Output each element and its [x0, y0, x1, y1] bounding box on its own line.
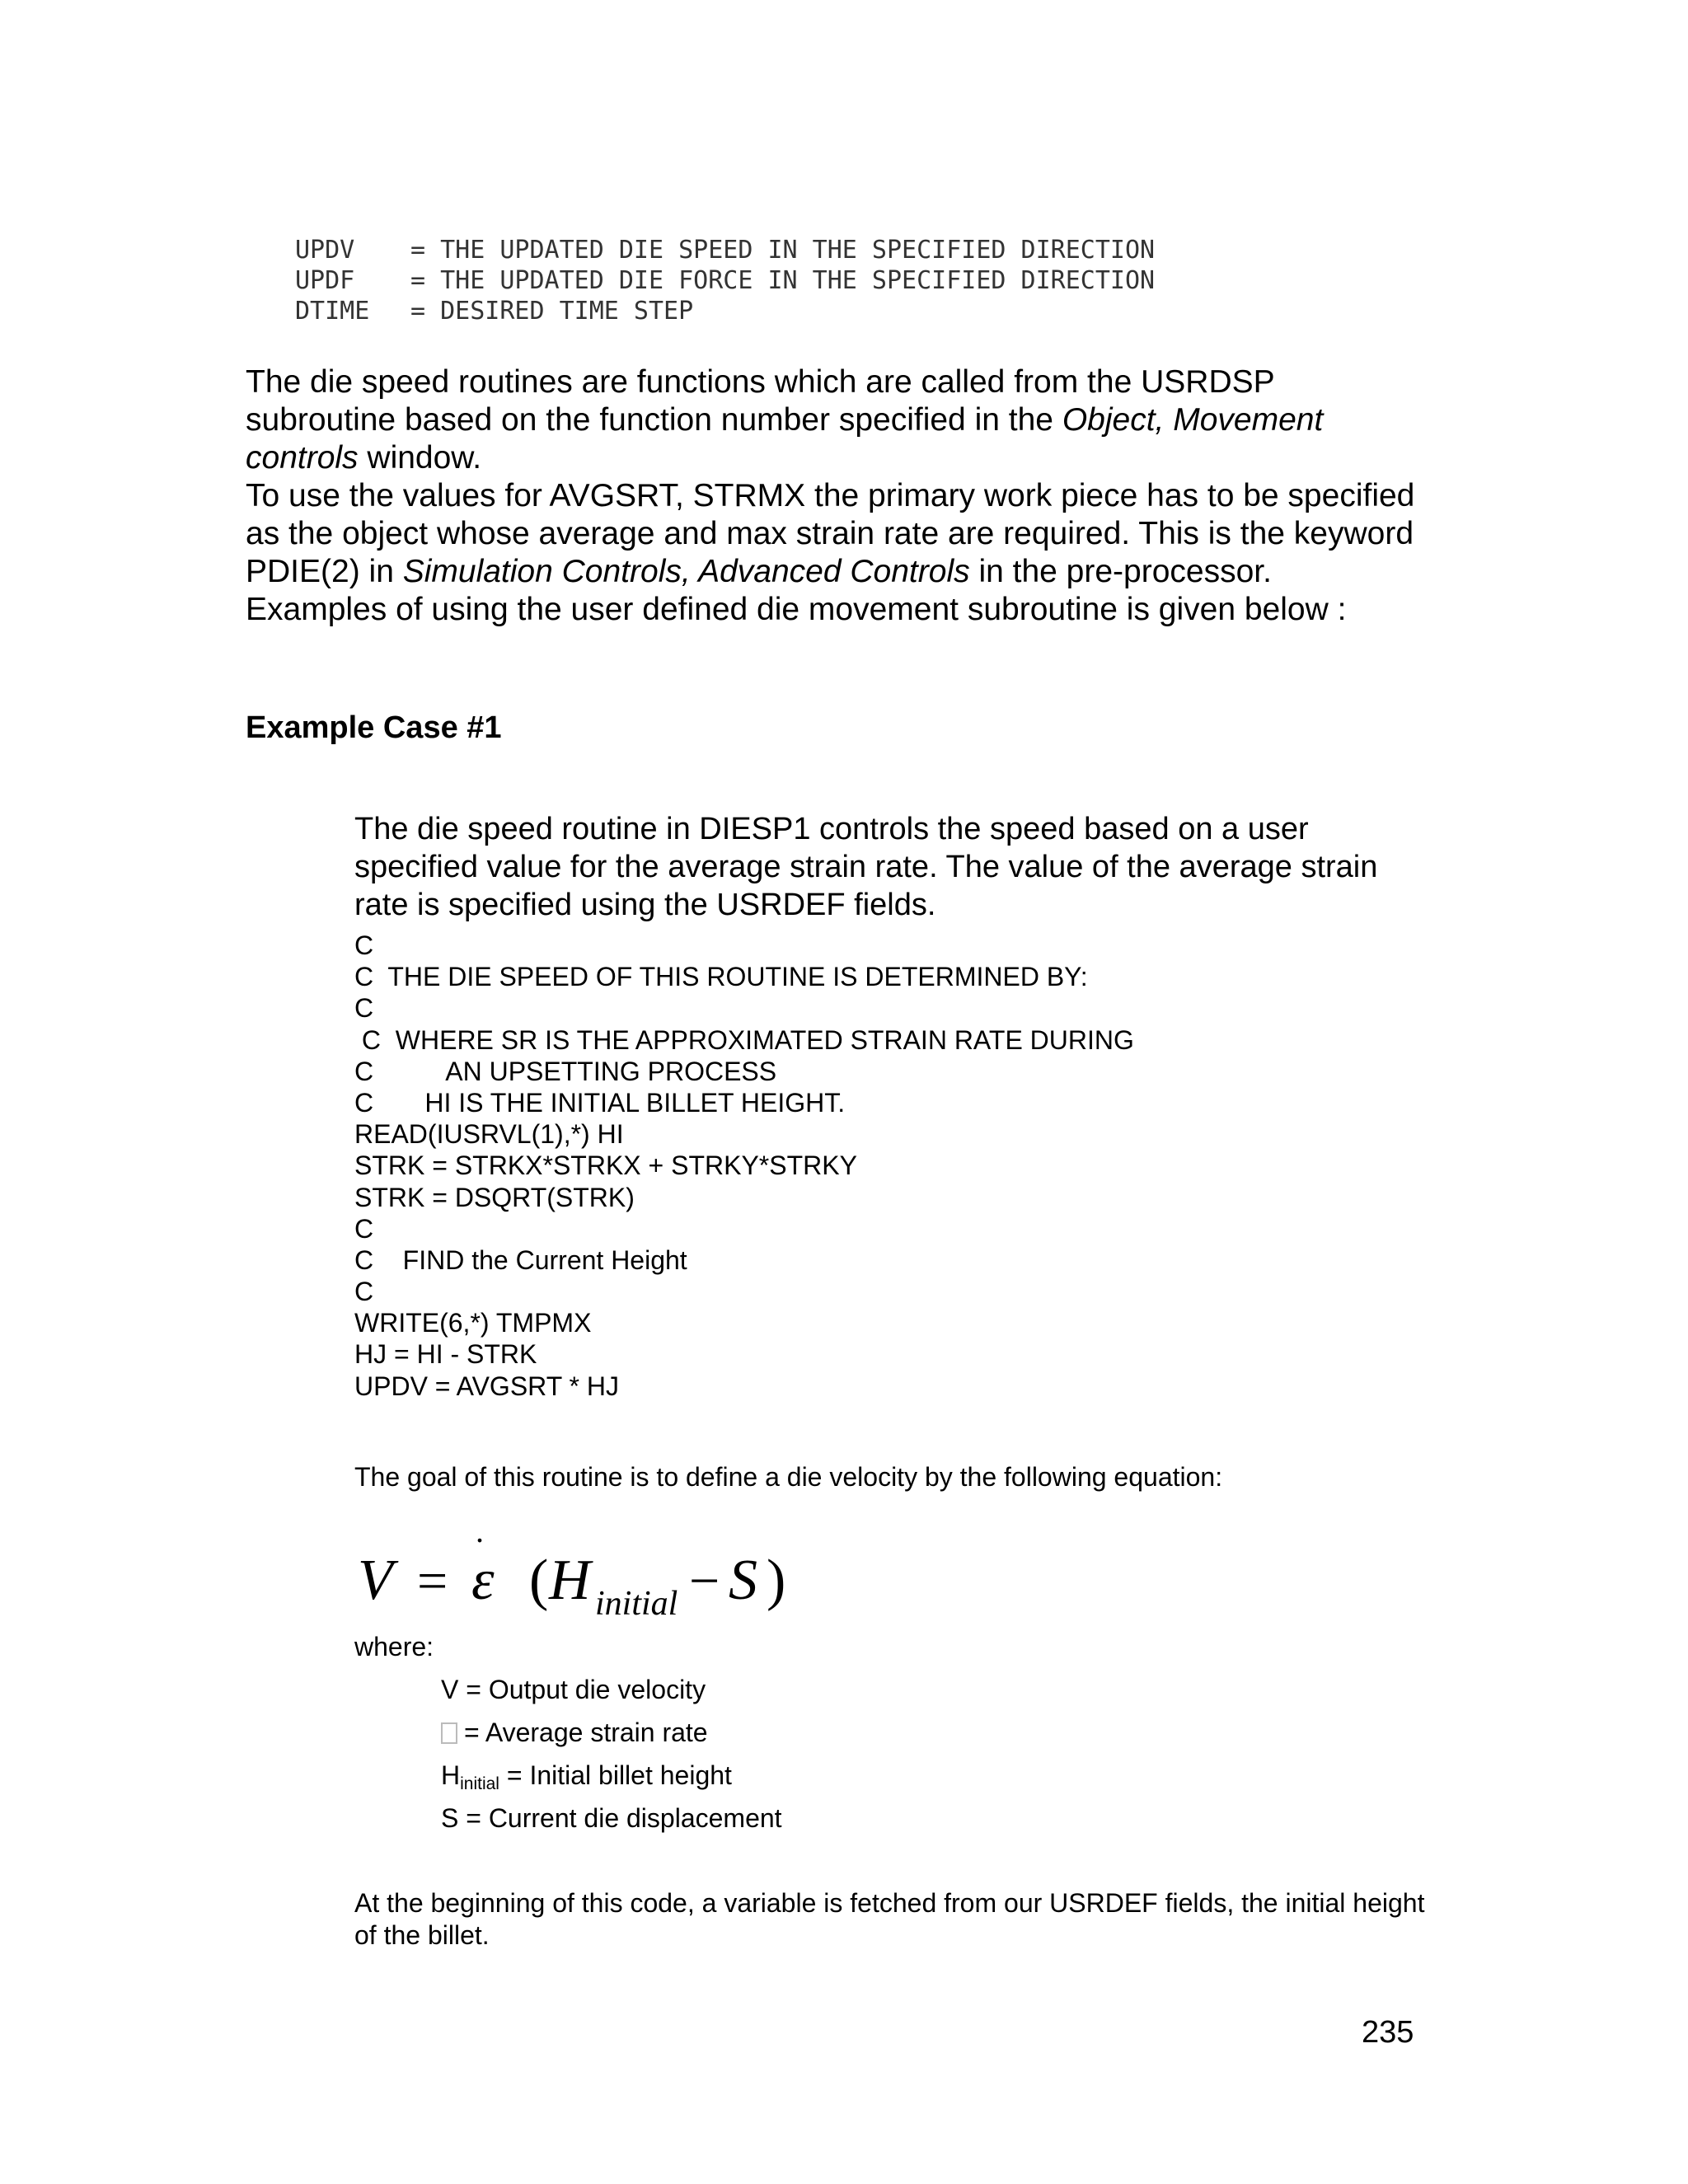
equation-dot: .	[476, 1529, 484, 1549]
closing-paragraph: At the beginning of this code, a variable is fetched from our USRDEF fields, the initial height of the billet.	[354, 1888, 1425, 1950]
definition-row	[295, 296, 1155, 326]
paragraph-italic: Simulation Controls, Advanced Controls	[402, 554, 970, 589]
code-line: HJ = HI - STRK	[354, 1339, 537, 1370]
equation-subscript: initial	[595, 1585, 678, 1623]
code-line: UPDV = AVGSRT * HJ	[354, 1371, 619, 1401]
page-number: 235	[1362, 2015, 1414, 2050]
code-line: READ(IUSRVL(1),*) HI	[354, 1119, 624, 1150]
code-line: C WHERE SR IS THE APPROXIMATED STRAIN RATE DURING	[354, 1024, 1134, 1055]
equation-v: V	[358, 1549, 393, 1612]
code-line: C	[354, 930, 374, 960]
legend-velocity: V = Output die velocity	[441, 1675, 706, 1704]
code-line: C FIND the Current Height	[354, 1244, 687, 1275]
legend-height-symbol: H	[441, 1760, 461, 1790]
code-listing	[354, 930, 1134, 1402]
equation-h: H	[549, 1549, 591, 1612]
legend-strain-rate-text: = Average strain rate	[464, 1718, 708, 1747]
paragraph-text: window.	[358, 440, 482, 476]
code-line: C	[354, 1213, 374, 1244]
paragraph-avgsrt-values	[246, 477, 1432, 591]
legend-strain-rate	[441, 1716, 782, 1759]
velocity-equation	[354, 1529, 849, 1628]
equation-graphic	[354, 1529, 849, 1628]
code-line: C	[354, 1277, 374, 1307]
code-line: C	[354, 993, 374, 1024]
code-line: C THE DIE SPEED OF THIS ROUTINE IS DETERMINED BY:	[354, 962, 1088, 992]
code-line: STRK = STRKX*STRKX + STRKY*STRKY	[354, 1151, 857, 1181]
equation-equals: =	[417, 1551, 448, 1611]
paragraph-examples: Examples of using the user defined die movement subroutine is given below :	[246, 592, 1347, 627]
paragraph-italic: Object, Movement controls	[246, 402, 1324, 476]
equation-s: S	[729, 1549, 757, 1612]
legend-height-text: = Initial billet height	[499, 1760, 732, 1790]
legend-height	[441, 1759, 782, 1802]
code-line: C AN UPSETTING PROCESS	[354, 1056, 777, 1086]
paragraph-text: The die speed routines are functions which are called from the USRDSP subroutine based on the function number specified in the	[246, 364, 1274, 438]
example-intro: The die speed routine in DIESP1 controls the speed based on a user specified value for the average strain rate. The value of the average strain rate is specified using the USRDEF fields.	[354, 812, 1378, 922]
equation-rparen: )	[767, 1549, 786, 1612]
definition-row	[295, 265, 1155, 296]
equation-minus: −	[689, 1551, 720, 1611]
section-heading: Example Case #1	[246, 710, 502, 745]
paragraph-text: To use the values for AVGSRT, STRMX the primary work piece has to be specified as the object whose average and max strain rate are required. This is the keyword PDIE(2) in	[246, 478, 1415, 589]
legend-height-subscript: initial	[460, 1774, 499, 1793]
definition-row	[295, 235, 1155, 265]
variable-definitions	[295, 235, 1155, 326]
body-paragraphs	[246, 363, 1432, 629]
definition-desc: = THE UPDATED DIE FORCE IN THE SPECIFIED DIRECTION	[410, 266, 1156, 295]
equation-lparen: (	[529, 1549, 549, 1612]
code-line: STRK = DSQRT(STRK)	[354, 1182, 635, 1212]
code-line: WRITE(6,*) TMPMX	[354, 1308, 592, 1338]
definition-name: UPDV	[295, 236, 355, 265]
definition-name: UPDF	[295, 266, 355, 295]
definition-desc: = DESIRED TIME STEP	[410, 297, 694, 326]
legend-displacement: S = Current die displacement	[441, 1803, 782, 1833]
definition-name: DTIME	[295, 297, 370, 326]
where-label: where:	[354, 1632, 434, 1661]
goal-sentence: The goal of this routine is to define a die velocity by the following equation:	[354, 1462, 1223, 1492]
definition-desc: = THE UPDATED DIE SPEED IN THE SPECIFIED DIRECTION	[410, 236, 1156, 265]
paragraph-die-speed-routines	[246, 363, 1432, 477]
code-line: C HI IS THE INITIAL BILLET HEIGHT.	[354, 1087, 846, 1118]
paragraph-text: in the pre-processor.	[969, 554, 1272, 589]
missing-glyph-icon	[441, 1722, 457, 1744]
equation-epsilon: ε	[471, 1549, 495, 1612]
equation-legend	[441, 1673, 782, 1844]
